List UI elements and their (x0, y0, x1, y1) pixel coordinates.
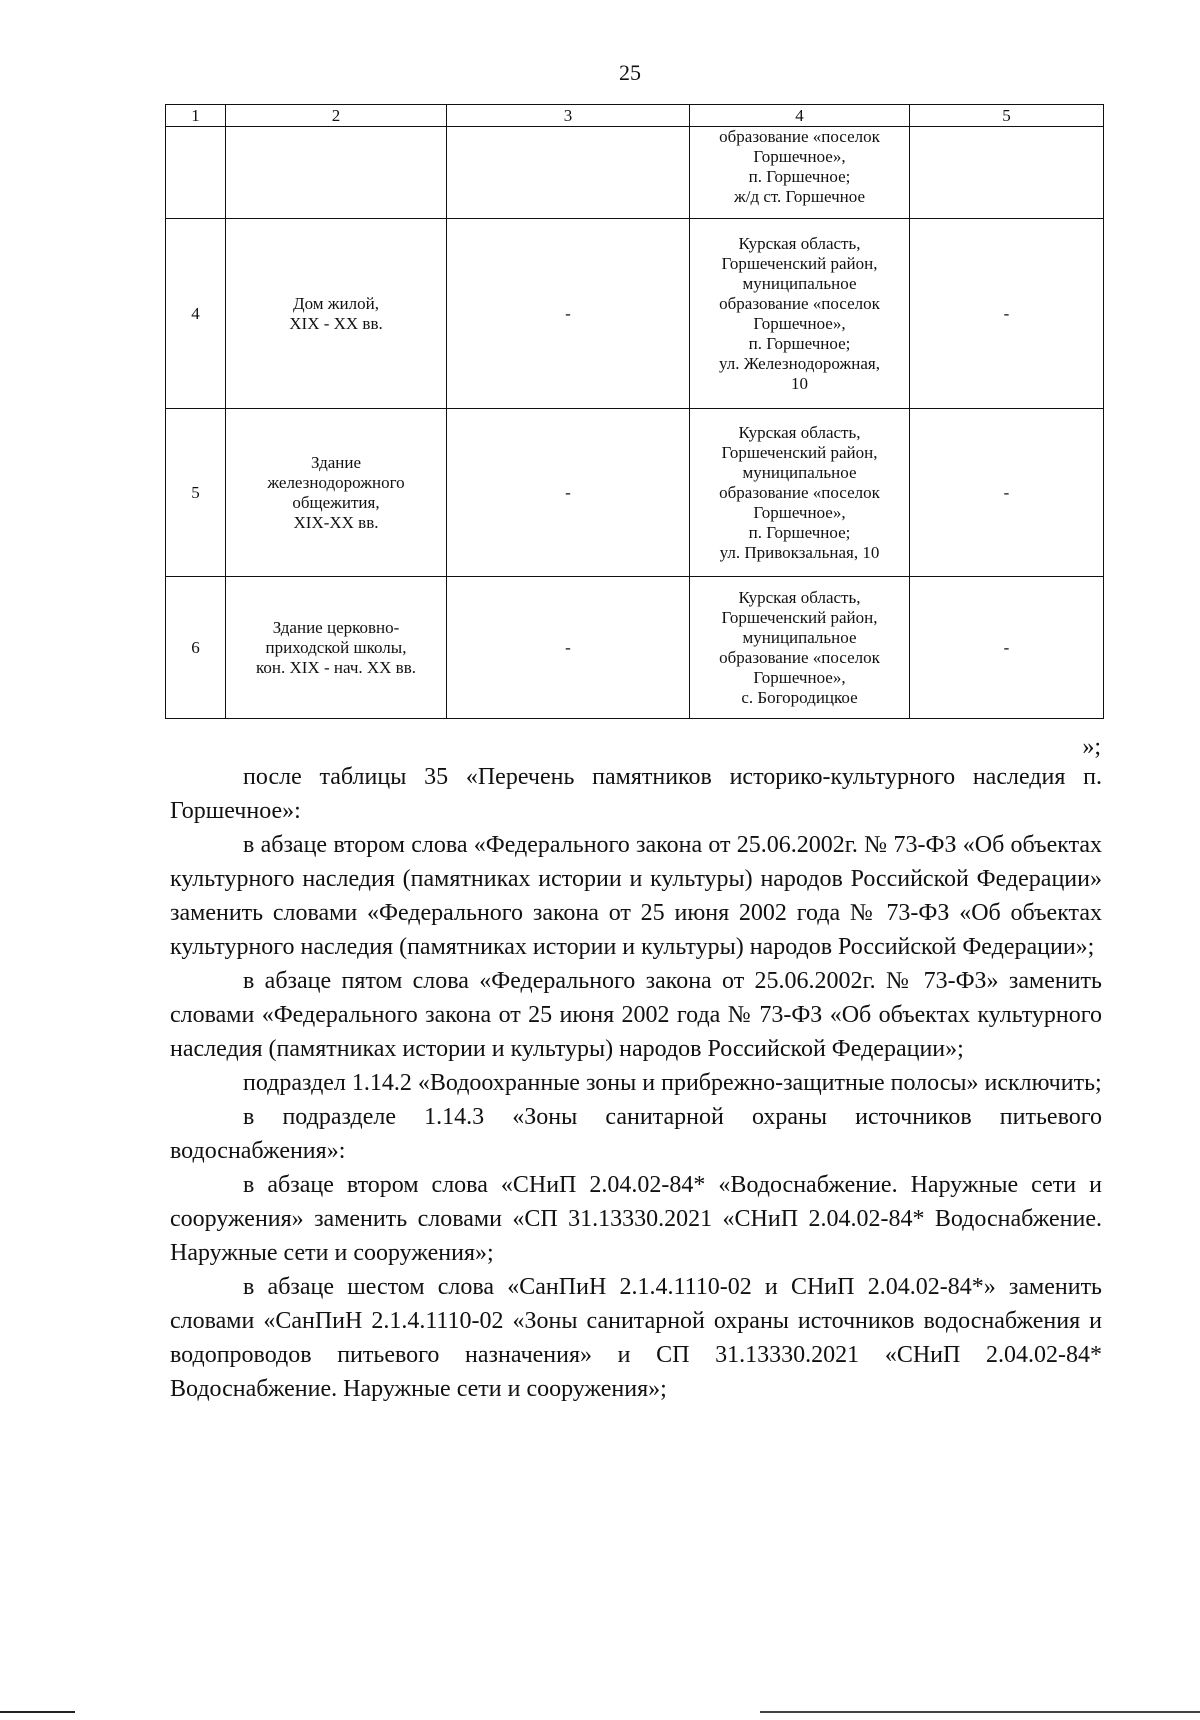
paragraph: подраздел 1.14.2 «Водоохранные зоны и прибрежно-защитные полосы» исключить; (243, 1070, 1102, 1096)
table-row (166, 409, 1104, 577)
header-cell: 5 (910, 105, 1104, 127)
amendment-text (170, 760, 1102, 1406)
header-cell: 3 (447, 105, 690, 127)
object-name-cell (226, 219, 447, 409)
address-line: ул. Железнодорожная, (719, 353, 880, 373)
address-line: п. Горшечное; (748, 522, 851, 542)
row-number: 5 (166, 409, 226, 577)
address-line: муниципальное (742, 627, 857, 647)
address-cell (690, 409, 910, 577)
header-cell: 2 (226, 105, 447, 127)
address-line: Курская область, (738, 422, 861, 442)
object-name-line: общежития, (292, 492, 380, 512)
address-line: Курская область, (738, 233, 861, 253)
object-name-line: Дом жилой, (293, 293, 379, 313)
footer-rule-left (0, 1711, 75, 1713)
object-name-line: Здание (310, 452, 362, 472)
table-cell-dash: - (910, 577, 1104, 719)
address-cell (690, 577, 910, 719)
address-line: образование «поселок (719, 127, 880, 146)
table-cell (226, 127, 447, 219)
row-number: 6 (166, 577, 226, 719)
address-line: п. Горшечное; (748, 333, 851, 353)
table-cell-dash: - (447, 219, 690, 409)
address-line: Горшеченский район, (721, 253, 878, 273)
table-row-continuation (166, 127, 1104, 219)
paragraph: в абзаце шестом слова «СанПиН 2.1.4.1110-02 и СНиП 2.04.02-84*» заменить словами «СанПиН 2.1.4.1110-02 «Зоны санитарной охраны источников водоснабжения и водопроводов питьевого назначения» и СП 31.13330.2021 «СНиП 2.04.02-84* Водоснабжение. Наружные сети и сооружения»; (170, 1274, 1102, 1402)
address-line: образование «поселок (719, 482, 880, 502)
address-line: ж/д ст. Горшечное (733, 187, 865, 206)
object-name-line: XIX-XX вв. (293, 512, 379, 532)
object-name-line: кон. XIX - нач. XX вв. (256, 657, 416, 677)
address-line: Горшеченский район, (721, 607, 878, 627)
address-line: муниципальное (742, 273, 857, 293)
address-cell (690, 219, 910, 409)
table-row (166, 219, 1104, 409)
object-name-line: XIX - XX вв. (289, 313, 383, 333)
address-line: Горшечное», (753, 502, 846, 522)
table-cell-dash: - (447, 409, 690, 577)
table-cell-dash: - (447, 577, 690, 719)
address-line: Курская область, (738, 587, 861, 607)
table-cell (166, 127, 226, 219)
header-cell: 4 (690, 105, 910, 127)
header-cell: 1 (166, 105, 226, 127)
paragraph: в абзаце пятом слова «Федерального закона от 25.06.2002г. № 73-ФЗ» заменить словами «Федерального закона от 25 июня 2002 года № 73-ФЗ «Об объектах культурного наследия (памятниках истории и культуры) народов Российской Федерации»; (170, 968, 1102, 1062)
address-line: ул. Привокзальная, 10 (719, 542, 880, 562)
address-line: п. Горшечное; (748, 167, 851, 186)
closing-quote: »; (1082, 734, 1101, 760)
address-line: Горшеченский район, (721, 442, 878, 462)
address-line: 10 (791, 373, 808, 393)
address-cell (690, 127, 910, 219)
table-cell (910, 127, 1104, 219)
address-line: Горшечное», (753, 667, 846, 687)
address-line: муниципальное (742, 462, 857, 482)
page-number: 25 (619, 60, 641, 85)
object-name-line: железнодорожного (267, 472, 405, 492)
table-cell (447, 127, 690, 219)
paragraph: в абзаце втором слова «Федерального закона от 25.06.2002г. № 73-ФЗ «Об объектах культурного наследия (памятниках истории и культуры) народов Российской Федерации» заменить словами «Федерального закона от 25 июня 2002 года № 73-ФЗ «Об объектах культурного наследия (памятниках истории и культуры) народов Российской Федерации»; (170, 832, 1102, 960)
object-name-line: Здание церковно- (272, 617, 400, 637)
monuments-table (165, 104, 1104, 719)
object-name-cell (226, 577, 447, 719)
address-line: Горшечное», (753, 147, 846, 166)
address-line: образование «поселок (719, 293, 880, 313)
paragraph: в подразделе 1.14.3 «Зоны санитарной охраны источников питьевого водоснабжения»: (170, 1104, 1102, 1164)
paragraph: в абзаце втором слова «СНиП 2.04.02-84* «Водоснабжение. Наружные сети и сооружения» заменить словами «СП 31.13330.2021 «СНиП 2.04.02-84* Водоснабжение. Наружные сети и сооружения»; (170, 1172, 1102, 1266)
object-name-line: приходской школы, (265, 637, 407, 657)
table-cell-dash: - (910, 219, 1104, 409)
footer-rule-right (760, 1711, 1200, 1713)
table-row (166, 577, 1104, 719)
address-line: с. Богородицкое (741, 687, 858, 707)
table-cell-dash: - (910, 409, 1104, 577)
address-line: Горшечное», (753, 313, 846, 333)
address-line: образование «поселок (719, 647, 880, 667)
table-header-row (166, 105, 1104, 127)
row-number: 4 (166, 219, 226, 409)
paragraph: после таблицы 35 «Перечень памятников историко-культурного наследия п. Горшечное»: (170, 764, 1102, 824)
object-name-cell (226, 409, 447, 577)
